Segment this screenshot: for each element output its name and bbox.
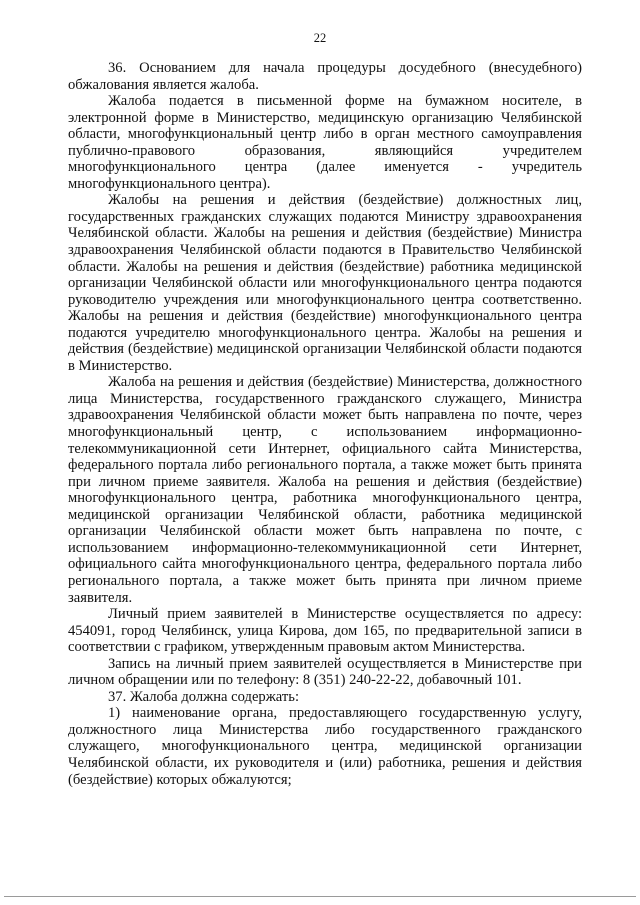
paragraph-complaint-form: Жалоба подается в письменной форме на бумажном носителе, в электронной форме в Министерство, медицинскую организацию Челябинской области, многофункциональный центр либо в орган местного самоуправления публично-правового образования, являющийся учредителем многофункционального центра (далее именуется - учредитель многофункционального центра).	[68, 93, 582, 192]
paragraph-36-intro: 36. Основанием для начала процедуры досудебного (внесудебного) обжалования является жалоба.	[68, 60, 582, 93]
page-number: 22	[313, 31, 327, 45]
page-bottom-rule	[4, 896, 636, 897]
document-body	[68, 60, 582, 788]
paragraph-reception-appointment: Запись на личный прием заявителей осуществляется в Министерстве при личном обращении или по телефону: 8 (351) 240-22-22, добавочный 101.	[68, 655, 582, 689]
paragraph-complaint-channels: Жалоба на решения и действия (бездействие) Министерства, должностного лица Министерства, государственного гражданского служащего, Министра здравоохранения Челябинской области может быть направлена по почте, через многофункциональный центр, с использованием информационно-телекоммуникационной сети Интернет, официального сайта Министерства, федерального портала либо регионального портала, а также может быть принята при личном приеме заявителя. Жалоба на решения и действия (бездействие) многофункционального центра, работника многофункционального центра, медицинской организации Челябинской области, работника медицинской организации Челябинской области может быть направлена по почте, с использованием информационно-телекоммуникационной сети Интернет, официального сайта многофункционального центра, федерального портала либо регионального портала, а также может быть принята при личном приеме заявителя.	[68, 374, 582, 606]
paragraph-37-item-1: 1) наименование органа, предоставляющего государственную услугу, должностного лица Министерства либо государственного гражданского служащего, многофункционального центра, медицинской организации Челябинской области, их руководителя и (или) работника, решения и действия (бездействие) которых обжалуются;	[68, 705, 582, 788]
paragraph-personal-reception-address: Личный прием заявителей в Министерстве осуществляется по адресу: 454091, город Челябинск, улица Кирова, дом 165, по предварительной записи в соответствии с графиком, утвержденным правовым актом Министерства.	[68, 606, 582, 656]
paragraph-complaint-addressees: Жалобы на решения и действия (бездействие) должностных лиц, государственных гражданских служащих подаются Министру здравоохранения Челябинской области. Жалобы на решения и действия (бездействие) Министра здравоохранения Челябинской области подаются в Правительство Челябинской области. Жалобы на решения и действия (бездействие) работника медицинской организации Челябинской области или многофункционального центра подаются руководителю учреждения или многофункционального центра соответственно. Жалобы на решения и действия (бездействие) многофункционального центра подаются учредителю многофункционального центра. Жалобы на решения и действия (бездействие) медицинской организации Челябинской области подаются в Министерство.	[68, 192, 582, 374]
paragraph-37-heading: 37. Жалоба должна содержать:	[108, 688, 299, 705]
